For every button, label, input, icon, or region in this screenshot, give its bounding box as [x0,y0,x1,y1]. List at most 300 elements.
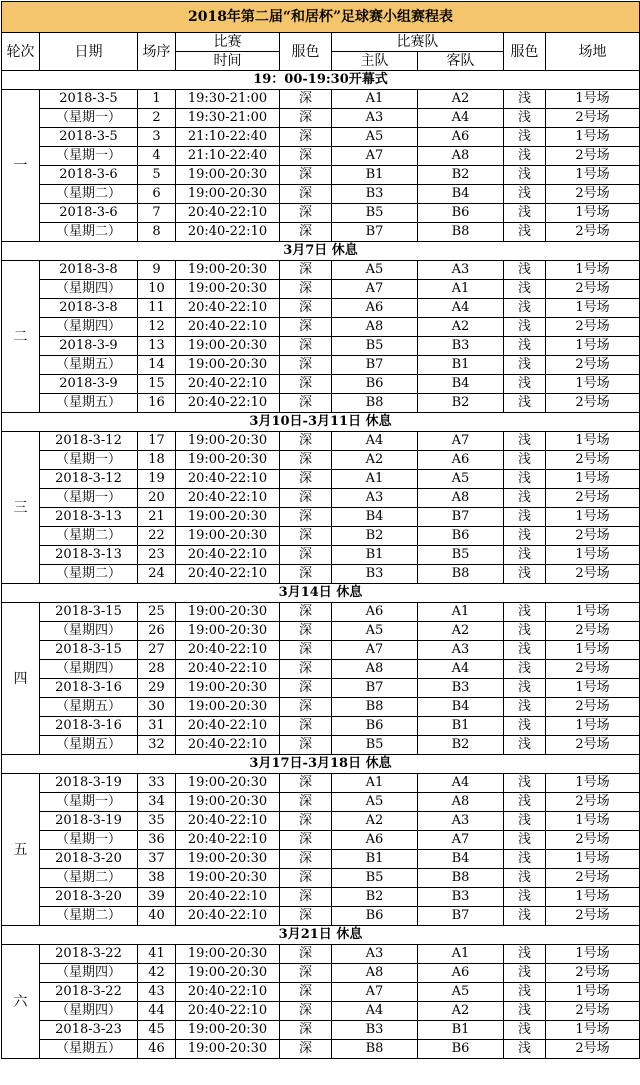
table-row [2,261,640,280]
date-cell: 2018-3-13 [40,546,138,565]
time-cell: 19:00-20:30 [176,774,280,793]
home-color-cell: 深 [280,489,332,508]
table-row [2,470,640,489]
seq-cell: 35 [138,812,176,831]
home-color-cell: 深 [280,546,332,565]
seq-cell: 18 [138,451,176,470]
away-team-cell: A6 [418,128,504,147]
header-away: 客队 [418,52,504,71]
home-team-cell: A7 [332,641,418,660]
away-team-cell: A7 [418,831,504,850]
home-color-cell: 深 [280,698,332,717]
away-color-cell: 浅 [504,831,546,850]
away-color-cell: 浅 [504,1021,546,1040]
date-cell: 2018-3-5 [40,90,138,109]
away-team-cell: A6 [418,451,504,470]
time-cell: 19:00-20:30 [176,527,280,546]
away-color-cell: 浅 [504,983,546,1002]
table-row [2,622,640,641]
seq-cell: 24 [138,565,176,584]
seq-cell: 44 [138,1002,176,1021]
date-cell: （星期二） [40,185,138,204]
home-color-cell: 深 [280,1040,332,1059]
table-row [2,831,640,850]
time-cell: 19:00-20:30 [176,869,280,888]
home-team-cell: B2 [332,527,418,546]
home-team-cell: A4 [332,1002,418,1021]
home-team-cell: B5 [332,869,418,888]
date-cell: （星期五） [40,394,138,413]
home-team-cell: A5 [332,261,418,280]
away-team-cell: B8 [418,869,504,888]
away-color-cell: 浅 [504,964,546,983]
venue-cell: 2号场 [546,223,640,242]
venue-cell: 2号场 [546,736,640,755]
header-date: 日期 [40,33,138,71]
time-cell: 20:40-22:10 [176,888,280,907]
away-team-cell: A2 [418,622,504,641]
away-team-cell: B1 [418,1021,504,1040]
seq-cell: 8 [138,223,176,242]
home-team-cell: A6 [332,831,418,850]
home-color-cell: 深 [280,945,332,964]
time-cell: 20:40-22:10 [176,394,280,413]
date-cell: （星期一） [40,451,138,470]
home-team-cell: B6 [332,375,418,394]
table-row [2,394,640,413]
round-label: 六 [2,945,40,1059]
home-color-cell: 深 [280,337,332,356]
table-row [2,299,640,318]
home-team-cell: B3 [332,185,418,204]
rest-day-note: 3月21日 休息 [2,926,640,945]
venue-cell: 1号场 [546,432,640,451]
round-label: 五 [2,774,40,926]
date-cell: 2018-3-15 [40,603,138,622]
time-cell: 20:40-22:10 [176,736,280,755]
time-cell: 19:00-20:30 [176,850,280,869]
away-team-cell: A2 [418,90,504,109]
time-cell: 20:40-22:10 [176,204,280,223]
home-team-cell: A1 [332,470,418,489]
time-cell: 20:40-22:10 [176,375,280,394]
header-match: 比赛 [176,33,280,52]
table-row [2,204,640,223]
away-team-cell: A1 [418,603,504,622]
home-team-cell: A7 [332,983,418,1002]
time-cell: 20:40-22:10 [176,223,280,242]
time-cell: 19:00-20:30 [176,185,280,204]
home-color-cell: 深 [280,774,332,793]
away-team-cell: A4 [418,660,504,679]
venue-cell: 1号场 [546,470,640,489]
home-team-cell: B4 [332,508,418,527]
header-teams: 比赛队 [332,33,504,52]
home-team-cell: B5 [332,736,418,755]
date-cell: 2018-3-8 [40,261,138,280]
home-team-cell: B6 [332,717,418,736]
away-color-cell: 浅 [504,527,546,546]
home-color-cell: 深 [280,1021,332,1040]
date-cell: 2018-3-20 [40,888,138,907]
away-team-cell: A5 [418,983,504,1002]
away-team-cell: B6 [418,527,504,546]
venue-cell: 2号场 [546,831,640,850]
away-team-cell: B6 [418,204,504,223]
table-row [2,527,640,546]
table-row [2,1040,640,1059]
header-color-away: 服色 [504,33,546,71]
home-team-cell: B7 [332,223,418,242]
venue-cell: 1号场 [546,641,640,660]
table-row [2,812,640,831]
time-cell: 21:10-22:40 [176,147,280,166]
home-team-cell: A5 [332,793,418,812]
venue-cell: 2号场 [546,489,640,508]
time-cell: 19:00-20:30 [176,793,280,812]
seq-cell: 22 [138,527,176,546]
date-cell: （星期一） [40,489,138,508]
away-color-cell: 浅 [504,337,546,356]
date-cell: 2018-3-6 [40,204,138,223]
away-team-cell: A3 [418,641,504,660]
away-color-cell: 浅 [504,622,546,641]
time-cell: 20:40-22:10 [176,641,280,660]
table-row [2,223,640,242]
away-color-cell: 浅 [504,280,546,299]
table-row [2,147,640,166]
seq-cell: 10 [138,280,176,299]
time-cell: 20:40-22:10 [176,907,280,926]
seq-cell: 5 [138,166,176,185]
home-color-cell: 深 [280,470,332,489]
table-row [2,432,640,451]
seq-cell: 9 [138,261,176,280]
away-team-cell: B2 [418,736,504,755]
date-cell: 2018-3-22 [40,983,138,1002]
seq-cell: 27 [138,641,176,660]
time-cell: 20:40-22:10 [176,660,280,679]
time-cell: 20:40-22:10 [176,1002,280,1021]
venue-cell: 1号场 [546,850,640,869]
home-color-cell: 深 [280,128,332,147]
date-cell: （星期二） [40,907,138,926]
away-team-cell: A1 [418,280,504,299]
venue-cell: 1号场 [546,983,640,1002]
table-row [2,356,640,375]
away-color-cell: 浅 [504,470,546,489]
venue-cell: 2号场 [546,698,640,717]
away-team-cell: B8 [418,565,504,584]
away-team-cell: A5 [418,470,504,489]
seq-cell: 36 [138,831,176,850]
home-team-cell: B7 [332,679,418,698]
time-cell: 19:00-20:30 [176,261,280,280]
date-cell: （星期一） [40,793,138,812]
home-color-cell: 深 [280,299,332,318]
venue-cell: 2号场 [546,356,640,375]
table-row [2,774,640,793]
venue-cell: 1号场 [546,812,640,831]
time-cell: 20:40-22:10 [176,489,280,508]
away-color-cell: 浅 [504,394,546,413]
home-color-cell: 深 [280,147,332,166]
away-team-cell: B4 [418,185,504,204]
venue-cell: 1号场 [546,888,640,907]
home-color-cell: 深 [280,603,332,622]
home-team-cell: B3 [332,565,418,584]
date-cell: 2018-3-23 [40,1021,138,1040]
table-row [2,736,640,755]
table-row [2,508,640,527]
date-cell: 2018-3-6 [40,166,138,185]
home-color-cell: 深 [280,831,332,850]
time-cell: 20:40-22:10 [176,318,280,337]
time-cell: 20:40-22:10 [176,299,280,318]
home-color-cell: 深 [280,432,332,451]
date-cell: （星期四） [40,622,138,641]
venue-cell: 1号场 [546,717,640,736]
seq-cell: 13 [138,337,176,356]
seq-cell: 30 [138,698,176,717]
seq-cell: 1 [138,90,176,109]
seq-cell: 15 [138,375,176,394]
time-cell: 19:00-20:30 [176,451,280,470]
away-team-cell: A3 [418,261,504,280]
away-team-cell: A3 [418,812,504,831]
away-color-cell: 浅 [504,869,546,888]
table-row [2,318,640,337]
venue-cell: 2号场 [546,185,640,204]
home-color-cell: 深 [280,109,332,128]
away-team-cell: A4 [418,774,504,793]
table-row [2,850,640,869]
time-cell: 20:40-22:10 [176,565,280,584]
away-color-cell: 浅 [504,717,546,736]
seq-cell: 40 [138,907,176,926]
home-color-cell: 深 [280,261,332,280]
date-cell: （星期四） [40,964,138,983]
venue-cell: 1号场 [546,375,640,394]
table-row [2,1002,640,1021]
home-team-cell: B8 [332,394,418,413]
away-color-cell: 浅 [504,166,546,185]
away-color-cell: 浅 [504,736,546,755]
date-cell: 2018-3-8 [40,299,138,318]
seq-cell: 17 [138,432,176,451]
date-cell: （星期二） [40,223,138,242]
home-color-cell: 深 [280,318,332,337]
date-cell: （星期一） [40,147,138,166]
table-row [2,717,640,736]
date-cell: （星期五） [40,698,138,717]
away-color-cell: 浅 [504,565,546,584]
venue-cell: 2号场 [546,147,640,166]
home-team-cell: A8 [332,964,418,983]
away-color-cell: 浅 [504,774,546,793]
home-team-cell: B5 [332,337,418,356]
date-cell: 2018-3-12 [40,432,138,451]
away-color-cell: 浅 [504,223,546,242]
time-cell: 19:30-21:00 [176,109,280,128]
away-color-cell: 浅 [504,90,546,109]
date-cell: 2018-3-16 [40,679,138,698]
seq-cell: 33 [138,774,176,793]
date-cell: 2018-3-12 [40,470,138,489]
seq-cell: 25 [138,603,176,622]
away-color-cell: 浅 [504,489,546,508]
away-team-cell: B2 [418,394,504,413]
opening-ceremony-note: 19：00-19:30开幕式 [2,71,640,90]
away-color-cell: 浅 [504,356,546,375]
table-row [2,280,640,299]
home-color-cell: 深 [280,90,332,109]
time-cell: 19:30-21:00 [176,90,280,109]
time-cell: 19:00-20:30 [176,945,280,964]
home-color-cell: 深 [280,888,332,907]
table-row [2,1021,640,1040]
away-color-cell: 浅 [504,299,546,318]
table-row [2,565,640,584]
date-cell: （星期四） [40,280,138,299]
venue-cell: 1号场 [546,774,640,793]
venue-cell: 1号场 [546,90,640,109]
venue-cell: 1号场 [546,508,640,527]
date-cell: （星期二） [40,869,138,888]
date-cell: （星期五） [40,1040,138,1059]
date-cell: 2018-3-22 [40,945,138,964]
round-label: 二 [2,261,40,413]
venue-cell: 2号场 [546,1002,640,1021]
away-team-cell: B4 [418,375,504,394]
away-color-cell: 浅 [504,603,546,622]
time-cell: 19:00-20:30 [176,337,280,356]
date-cell: 2018-3-5 [40,128,138,147]
seq-cell: 6 [138,185,176,204]
table-row [2,337,640,356]
round-label: 一 [2,90,40,242]
seq-cell: 14 [138,356,176,375]
home-team-cell: A6 [332,299,418,318]
away-team-cell: A4 [418,109,504,128]
away-team-cell: B1 [418,356,504,375]
home-color-cell: 深 [280,565,332,584]
seq-cell: 42 [138,964,176,983]
away-color-cell: 浅 [504,812,546,831]
rest-day-note: 3月10日-3月11日 休息 [2,413,640,432]
seq-cell: 3 [138,128,176,147]
away-color-cell: 浅 [504,128,546,147]
away-color-cell: 浅 [504,451,546,470]
round-label: 三 [2,432,40,584]
away-color-cell: 浅 [504,945,546,964]
seq-cell: 31 [138,717,176,736]
table-row [2,964,640,983]
home-color-cell: 深 [280,869,332,888]
home-team-cell: A8 [332,318,418,337]
time-cell: 19:00-20:30 [176,622,280,641]
venue-cell: 2号场 [546,907,640,926]
seq-cell: 29 [138,679,176,698]
table-row [2,185,640,204]
time-cell: 19:00-20:30 [176,964,280,983]
home-color-cell: 深 [280,717,332,736]
away-color-cell: 浅 [504,907,546,926]
home-color-cell: 深 [280,223,332,242]
seq-cell: 4 [138,147,176,166]
page-title: 2018年第二届“和居杯”足球赛小组赛程表 [2,2,640,33]
seq-cell: 19 [138,470,176,489]
away-color-cell: 浅 [504,660,546,679]
home-color-cell: 深 [280,641,332,660]
home-color-cell: 深 [280,375,332,394]
date-cell: （星期四） [40,660,138,679]
away-team-cell: A8 [418,489,504,508]
table-row [2,90,640,109]
venue-cell: 1号场 [546,128,640,147]
time-cell: 21:10-22:40 [176,128,280,147]
home-color-cell: 深 [280,280,332,299]
time-cell: 19:00-20:30 [176,432,280,451]
home-color-cell: 深 [280,508,332,527]
away-color-cell: 浅 [504,318,546,337]
seq-cell: 12 [138,318,176,337]
away-color-cell: 浅 [504,147,546,166]
table-row [2,983,640,1002]
home-color-cell: 深 [280,185,332,204]
date-cell: 2018-3-9 [40,337,138,356]
home-color-cell: 深 [280,1002,332,1021]
home-team-cell: A3 [332,489,418,508]
venue-cell: 2号场 [546,451,640,470]
venue-cell: 1号场 [546,603,640,622]
away-team-cell: B2 [418,166,504,185]
table-row [2,793,640,812]
date-cell: 2018-3-20 [40,850,138,869]
away-team-cell: A2 [418,1002,504,1021]
date-cell: 2018-3-9 [40,375,138,394]
table-row [2,660,640,679]
time-cell: 20:40-22:10 [176,831,280,850]
table-row [2,546,640,565]
date-cell: 2018-3-13 [40,508,138,527]
rest-day-note: 3月7日 休息 [2,242,640,261]
away-team-cell: B8 [418,223,504,242]
table-row [2,945,640,964]
time-cell: 20:40-22:10 [176,546,280,565]
away-team-cell: B4 [418,850,504,869]
header-home: 主队 [332,52,418,71]
home-color-cell: 深 [280,850,332,869]
venue-cell: 1号场 [546,945,640,964]
venue-cell: 1号场 [546,166,640,185]
away-team-cell: A2 [418,318,504,337]
home-color-cell: 深 [280,622,332,641]
time-cell: 20:40-22:10 [176,470,280,489]
home-color-cell: 深 [280,394,332,413]
home-team-cell: A2 [332,451,418,470]
away-team-cell: B7 [418,508,504,527]
seq-cell: 38 [138,869,176,888]
home-team-cell: A3 [332,945,418,964]
home-team-cell: B2 [332,888,418,907]
time-cell: 20:40-22:10 [176,983,280,1002]
home-team-cell: A7 [332,147,418,166]
away-team-cell: B3 [418,888,504,907]
venue-cell: 1号场 [546,204,640,223]
away-color-cell: 浅 [504,375,546,394]
away-color-cell: 浅 [504,546,546,565]
